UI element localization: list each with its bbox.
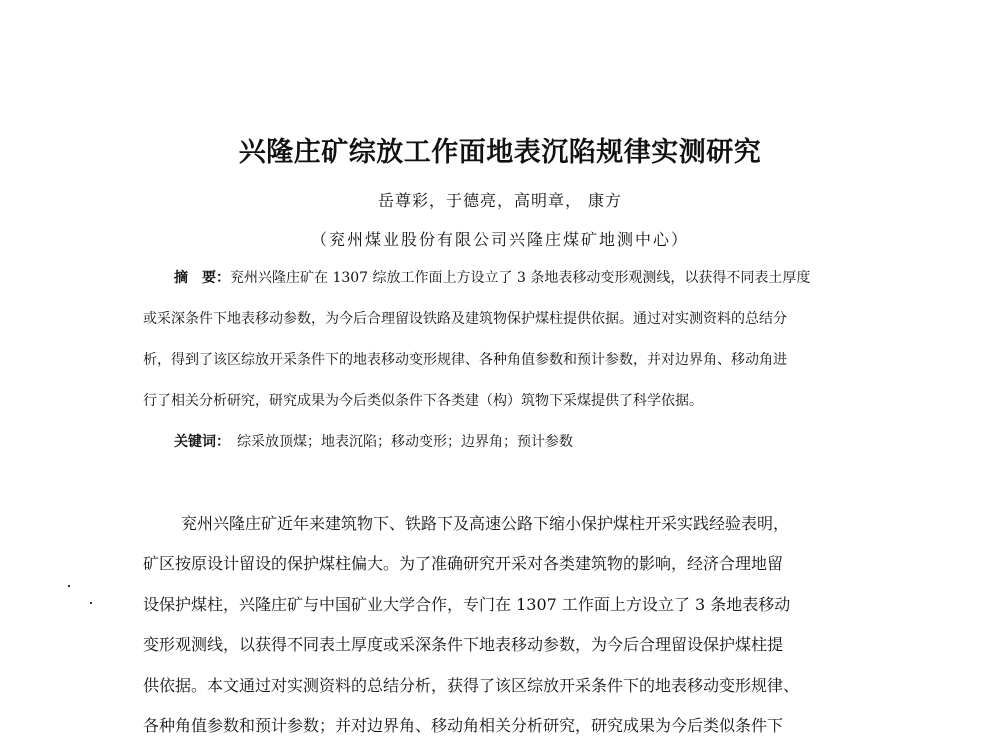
abstract-label: 摘 要： xyxy=(174,270,230,286)
body-line-3: 设保护煤柱，兴隆庄矿与中国矿业大学合作，专门在 1307 工作面上方设立了 3 条地表移动 xyxy=(143,595,791,614)
paper-authors: 岳尊彩，于德亮，高明章， 康方 xyxy=(377,191,623,210)
keywords-line xyxy=(143,432,860,452)
body-line-5: 供依据。本文通过对实测资料的总结分析，获得了该区综放开采条件下的地表移动变形规律、 xyxy=(143,676,800,695)
abstract-line-3: 析，得到了该区综放开采条件下的地表移动变形规律、各种角值参数和预计参数，并对边界角、移动角进 xyxy=(143,352,787,368)
abstract-line-1: 摘 要：兖州兴隆庄矿在 1307 综放工作面上方设立了 3 条地表移动变形观测线，以获得不同表土厚度 xyxy=(174,270,811,286)
paper-title: 兴隆庄矿综放工作面地表沉陷规律实测研究 xyxy=(238,137,762,168)
body-line-4: 变形观测线，以获得不同表土厚度或采深条件下地表移动参数，为今后合理留设保护煤柱提 xyxy=(143,635,784,654)
scan-speck xyxy=(68,585,70,587)
paper-affiliation: （兖州煤业股份有限公司兴隆庄煤矿地测中心） xyxy=(310,230,689,249)
keywords-text: 综采放顶煤；地表沉陷；移动变形；边界角；预计参数 xyxy=(237,434,573,450)
body-line-2: 矿区按原设计留设的保护煤柱偏大。为了准确研究开采对各类建筑物的影响，经济合理地留 xyxy=(143,554,784,573)
abstract-line-4: 行了相关分析研究，研究成果为今后类似条件下各类建（构）筑物下采煤提供了科学依据。 xyxy=(143,393,703,409)
keywords-label: 关键词： xyxy=(174,434,230,450)
body-line-6: 各种角值参数和预计参数；并对边界角、移动角相关分析研究，研究成果为今后类似条件下 xyxy=(143,716,784,735)
scan-speck xyxy=(90,602,92,604)
body-line-1: 兖州兴隆庄矿近年来建筑物下、铁路下及高速公路下缩小保护煤柱开采实践经验表明， xyxy=(181,514,790,533)
abstract-line-2: 或采深条件下地表移动参数，为今后合理留设铁路及建筑物保护煤柱提供依据。通过对实测资料的总结分 xyxy=(143,311,787,327)
